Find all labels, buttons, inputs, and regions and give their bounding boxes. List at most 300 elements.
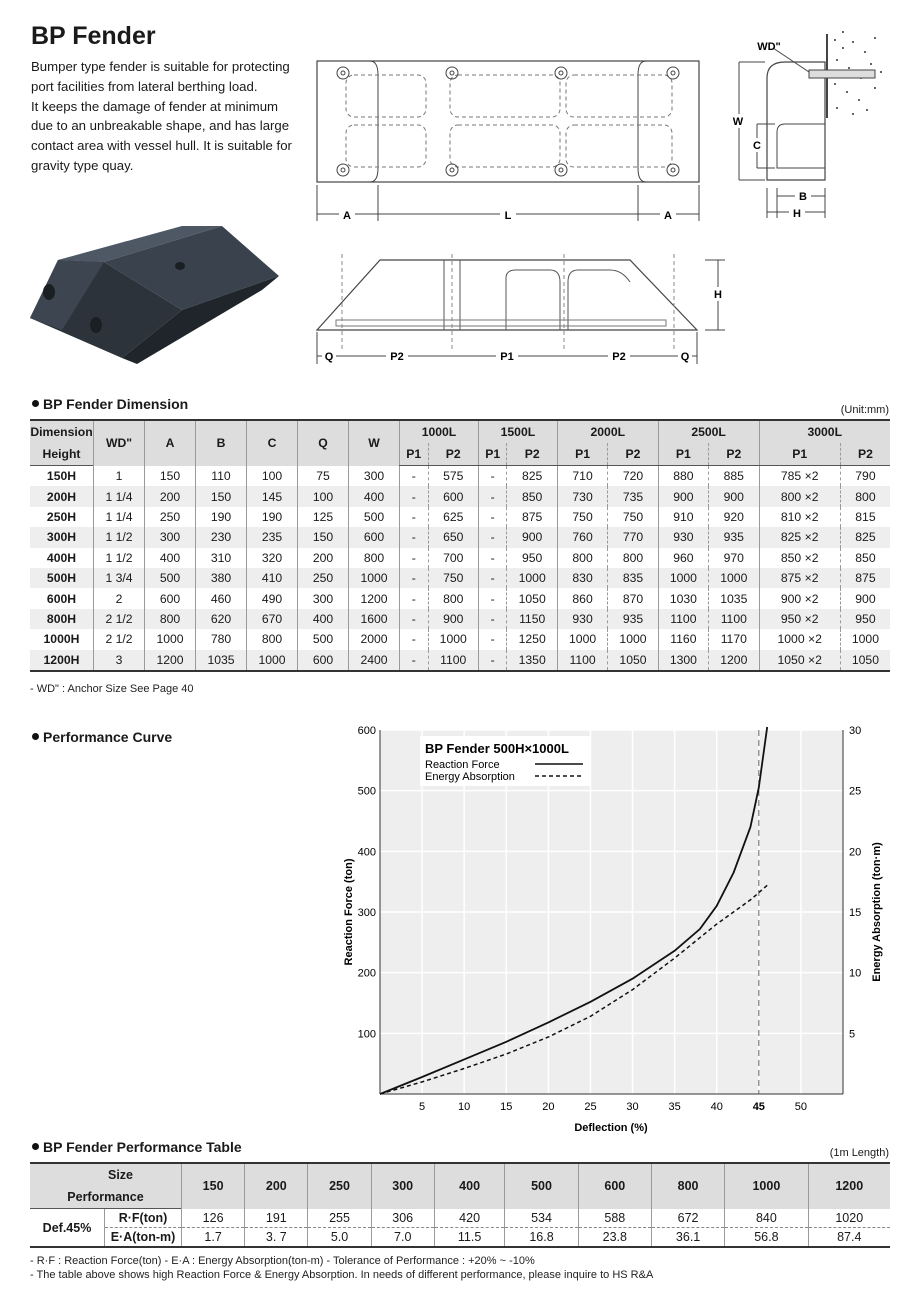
dim-label-p2-right: P2 xyxy=(612,351,626,363)
dimension-row xyxy=(30,588,890,608)
dimension-cell: 800 xyxy=(840,486,890,506)
dimension-cell: 750 xyxy=(608,507,658,527)
dimension-cell: 2000 xyxy=(349,629,400,649)
head-height: Height xyxy=(30,443,94,466)
head-c: C xyxy=(247,420,298,466)
dim-label-w: W xyxy=(732,116,744,128)
dimension-cell: 1050 xyxy=(840,650,890,671)
performance-note-1: - R·F : Reaction Force(ton) - E·A : Energy Absorption(ton-m) - Tolerance of Performance : +20% ~ -10% xyxy=(30,1255,535,1267)
dimension-cell: 250 xyxy=(298,568,349,588)
dimension-cell: 1050 ×2 xyxy=(759,650,840,671)
dim-label-h-front: H xyxy=(714,289,722,301)
dimension-cell: 600 xyxy=(145,588,196,608)
dimension-cell: 400 xyxy=(349,486,400,506)
dimension-cell: 1200 xyxy=(145,650,196,671)
performance-section-title-text: BP Fender Performance Table xyxy=(43,1139,242,1155)
head-size: Size xyxy=(30,1163,182,1186)
dimension-cell: 1600 xyxy=(349,609,400,629)
y2-tick-label: 20 xyxy=(849,846,862,859)
row-height: 1200H xyxy=(30,650,94,671)
y2-tick-label: 15 xyxy=(849,907,862,919)
row-height: 200H xyxy=(30,486,94,506)
rf-value: 126 xyxy=(182,1209,245,1228)
head-p2: P2 xyxy=(428,443,478,466)
dimension-cell: 800 xyxy=(428,588,478,608)
dimension-cell: 900 xyxy=(428,609,478,629)
size-300: 300 xyxy=(371,1163,434,1209)
dimension-cell: 1 1/2 xyxy=(94,548,145,568)
rf-value: 840 xyxy=(725,1209,808,1228)
dimension-cell: 950 xyxy=(840,609,890,629)
dimension-cell: 1 1/4 xyxy=(94,486,145,506)
dimension-cell: 600 xyxy=(298,650,349,671)
dimension-cell: 490 xyxy=(247,588,298,608)
dimension-cell: 810 ×2 xyxy=(759,507,840,527)
head-p1: P1 xyxy=(400,443,429,466)
x-tick-label: 35 xyxy=(668,1101,681,1113)
dimension-cell: 310 xyxy=(196,548,247,568)
dimension-cell: 860 xyxy=(557,588,607,608)
ea-value: 5.0 xyxy=(308,1228,371,1248)
size-800: 800 xyxy=(651,1163,724,1209)
ea-value: 3. 7 xyxy=(245,1228,308,1248)
dimension-cell: 1030 xyxy=(658,588,708,608)
dimension-cell: 1350 xyxy=(507,650,557,671)
dimension-cell: 1050 xyxy=(507,588,557,608)
dimension-cell: 1000 xyxy=(428,629,478,649)
dimension-cell: 785 ×2 xyxy=(759,466,840,487)
y-tick-label: 500 xyxy=(357,785,376,798)
dimension-cell: 230 xyxy=(196,527,247,547)
head-1000l: 1000L xyxy=(400,420,479,443)
head-performance: Performance xyxy=(30,1186,182,1209)
dimension-cell: - xyxy=(478,486,507,506)
dimension-cell: 1100 xyxy=(658,609,708,629)
dimension-cell: - xyxy=(400,588,429,608)
fender-side-section-drawing xyxy=(725,28,897,228)
dimension-cell: - xyxy=(400,609,429,629)
dimension-cell: - xyxy=(478,527,507,547)
ea-value: 1.7 xyxy=(182,1228,245,1248)
ea-value: 36.1 xyxy=(651,1228,724,1248)
dim-label-l: L xyxy=(504,210,512,222)
dimension-cell: 920 xyxy=(709,507,759,527)
dimension-cell: 960 xyxy=(658,548,708,568)
dimension-cell: 150 xyxy=(298,527,349,547)
dimension-cell: 400 xyxy=(145,548,196,568)
dimension-cell: - xyxy=(478,507,507,527)
dimension-unit: (Unit:mm) xyxy=(840,404,889,416)
x-tick-label: 50 xyxy=(794,1101,808,1113)
dimension-cell: 815 xyxy=(840,507,890,527)
dimension-cell: 875 xyxy=(840,568,890,588)
x-tick-label: 40 xyxy=(710,1101,723,1113)
dimension-cell: 2400 xyxy=(349,650,400,671)
dimension-cell: - xyxy=(400,527,429,547)
dimension-cell: 1000 xyxy=(349,568,400,588)
dimension-cell: 730 xyxy=(557,486,607,506)
dimension-cell: 670 xyxy=(247,609,298,629)
x-tick-label: 20 xyxy=(542,1101,555,1113)
dimension-cell: - xyxy=(400,507,429,527)
ea-label: E·A(ton-m) xyxy=(105,1228,182,1248)
dimension-cell: 1100 xyxy=(428,650,478,671)
dimension-cell: 800 xyxy=(608,548,658,568)
performance-section-title xyxy=(32,1139,242,1155)
dimension-cell: - xyxy=(400,486,429,506)
dimension-cell: 750 xyxy=(557,507,607,527)
dimension-cell: 1000 xyxy=(507,568,557,588)
dimension-cell: 825 xyxy=(507,466,557,487)
dimension-cell: 145 xyxy=(247,486,298,506)
dimension-cell: 320 xyxy=(247,548,298,568)
dimension-cell: 250 xyxy=(145,507,196,527)
dimension-cell: 1150 xyxy=(507,609,557,629)
dimension-cell: 720 xyxy=(608,466,658,487)
dimension-cell: 500 xyxy=(349,507,400,527)
y-tick-label: 200 xyxy=(357,967,376,980)
dimension-cell: 930 xyxy=(557,609,607,629)
rf-value: 672 xyxy=(651,1209,724,1228)
size-150: 150 xyxy=(182,1163,245,1209)
dimension-cell: 1200 xyxy=(709,650,759,671)
ea-value: 87.4 xyxy=(808,1228,890,1248)
dim-label-q-right: Q xyxy=(680,351,690,363)
dimension-cell: 2 xyxy=(94,588,145,608)
row-height: 150H xyxy=(46,469,77,484)
dimension-cell: 900 xyxy=(840,588,890,608)
dimension-cell: 1000 xyxy=(709,568,759,588)
deflection-label: Def.45% xyxy=(30,1209,105,1248)
rf-value: 534 xyxy=(505,1209,578,1228)
dimension-cell: 850 xyxy=(840,548,890,568)
dimension-cell: 190 xyxy=(196,507,247,527)
performance-unit: (1m Length) xyxy=(829,1147,889,1159)
dimension-cell: 1 1/4 xyxy=(94,507,145,527)
dimension-cell: 875 xyxy=(507,507,557,527)
dimension-cell: - xyxy=(478,568,507,588)
rf-value: 191 xyxy=(245,1209,308,1228)
dimension-cell: 500 xyxy=(298,629,349,649)
dimension-row xyxy=(30,527,890,547)
dimension-cell: 1035 xyxy=(709,588,759,608)
dimension-row xyxy=(30,650,890,671)
dimension-cell: - xyxy=(478,609,507,629)
dimension-cell: 1 xyxy=(94,466,145,487)
dimension-cell: 575 xyxy=(428,466,478,487)
dimension-cell: 800 xyxy=(557,548,607,568)
dimension-cell: - xyxy=(400,548,429,568)
head-p1: P1 xyxy=(557,443,607,466)
y2-tick-label: 5 xyxy=(849,1028,856,1041)
dimension-section-title-text: BP Fender Dimension xyxy=(43,396,189,412)
head-p2: P2 xyxy=(608,443,658,466)
dimension-cell: 790 xyxy=(840,466,890,487)
dimension-cell: 2 1/2 xyxy=(94,629,145,649)
size-400: 400 xyxy=(434,1163,505,1209)
dimension-cell: 760 xyxy=(557,527,607,547)
dimension-cell: 825 xyxy=(840,527,890,547)
dimension-cell: 1000 xyxy=(608,629,658,649)
ea-value: 23.8 xyxy=(578,1228,651,1248)
dimension-cell: 1 3/4 xyxy=(94,568,145,588)
dimension-cell: 460 xyxy=(196,588,247,608)
dimension-row xyxy=(30,548,890,568)
intro-paragraph-2: It keeps the damage of fender at minimum due to an unbreakable shape, and has large contact area with vessel hull. It is suitable for gravity type quay. xyxy=(31,98,292,173)
dimension-cell: - xyxy=(478,466,507,487)
size-1000: 1000 xyxy=(725,1163,808,1209)
dimension-cell: 1000 xyxy=(557,629,607,649)
x-tick-label: 5 xyxy=(419,1101,426,1113)
dim-label-b: B xyxy=(799,191,807,203)
dimension-row xyxy=(30,466,890,487)
dimension-cell: 1160 xyxy=(658,629,708,649)
performance-note-2: - The table above shows high Reaction Force & Energy Absorption. In needs of different performance, please inquire to HS R&A xyxy=(30,1269,654,1281)
dimension-cell: 190 xyxy=(247,507,298,527)
row-height: 400H xyxy=(46,550,77,565)
row-height: 1000H xyxy=(43,632,80,647)
dimension-cell: 3 xyxy=(94,650,145,671)
dimension-cell: 125 xyxy=(298,507,349,527)
dimension-cell: 100 xyxy=(247,466,298,487)
ea-value: 16.8 xyxy=(505,1228,578,1248)
dimension-cell: 800 xyxy=(349,548,400,568)
dimension-cell: 400 xyxy=(298,609,349,629)
dimension-cell: 735 xyxy=(608,486,658,506)
dimension-cell: - xyxy=(400,629,429,649)
curve-section-title xyxy=(32,729,172,745)
dimension-cell: 935 xyxy=(709,527,759,547)
x-tick-label: 45 xyxy=(752,1101,765,1113)
dimension-cell: 930 xyxy=(658,527,708,547)
dimension-cell: 300 xyxy=(349,466,400,487)
dimension-cell: 800 xyxy=(145,609,196,629)
head-wd: WD" xyxy=(94,420,145,466)
x-tick-label: 15 xyxy=(500,1101,513,1113)
head-dimension: Dimension xyxy=(30,420,94,443)
rf-value: 420 xyxy=(434,1209,505,1228)
dimension-cell: 1000 ×2 xyxy=(759,629,840,649)
dim-label-a-right: A xyxy=(664,210,672,222)
dimension-cell: 1200 xyxy=(349,588,400,608)
dimension-cell: 1035 xyxy=(196,650,247,671)
dimension-cell: 700 xyxy=(428,548,478,568)
head-p2: P2 xyxy=(840,443,890,466)
dimension-cell: 830 xyxy=(557,568,607,588)
head-p1: P1 xyxy=(759,443,840,466)
dimension-cell: 875 ×2 xyxy=(759,568,840,588)
dimension-cell: 850 xyxy=(507,486,557,506)
dimension-cell: 1000 xyxy=(145,629,196,649)
performance-table xyxy=(30,1162,890,1248)
head-q: Q xyxy=(298,420,349,466)
dim-label-c: C xyxy=(753,140,761,152)
dimension-cell: 950 ×2 xyxy=(759,609,840,629)
ea-value: 11.5 xyxy=(434,1228,505,1248)
rf-label: R·F(ton) xyxy=(105,1209,182,1228)
head-p2: P2 xyxy=(709,443,759,466)
dimension-cell: 1100 xyxy=(557,650,607,671)
head-3000l: 3000L xyxy=(759,420,890,443)
dimension-cell: 850 ×2 xyxy=(759,548,840,568)
head-1500l: 1500L xyxy=(478,420,557,443)
dimension-cell: 100 xyxy=(298,486,349,506)
curve-section-title-text: Performance Curve xyxy=(43,729,173,745)
x-tick-label: 25 xyxy=(584,1101,597,1113)
dimension-cell: 1 1/2 xyxy=(94,527,145,547)
dimension-cell: 1170 xyxy=(709,629,759,649)
x-tick-label: 10 xyxy=(458,1101,471,1113)
y-tick-label: 400 xyxy=(357,846,376,859)
dimension-cell: 1300 xyxy=(658,650,708,671)
legend-reaction-force: Reaction Force xyxy=(425,759,500,771)
head-p2: P2 xyxy=(507,443,557,466)
intro-text xyxy=(31,57,296,176)
dimension-cell: 935 xyxy=(608,609,658,629)
y-tick-label: 300 xyxy=(357,907,376,919)
page-title: BP Fender xyxy=(31,22,156,50)
dimension-cell: 900 xyxy=(507,527,557,547)
dimension-cell: 200 xyxy=(298,548,349,568)
y-tick-label: 100 xyxy=(357,1028,376,1041)
dimension-cell: 1050 xyxy=(608,650,658,671)
dimension-cell: 600 xyxy=(428,486,478,506)
dimension-footnote: - WD" : Anchor Size See Page 40 xyxy=(30,683,194,695)
head-p1: P1 xyxy=(658,443,708,466)
fender-product-image xyxy=(22,218,284,368)
size-250: 250 xyxy=(308,1163,371,1209)
dimension-cell: 900 xyxy=(709,486,759,506)
intro-paragraph-1: Bumper type fender is suitable for protecting port facilities from lateral berthing load. xyxy=(31,59,290,94)
ea-value: 56.8 xyxy=(725,1228,808,1248)
dimension-cell: 600 xyxy=(349,527,400,547)
dimension-cell: 750 xyxy=(428,568,478,588)
dimension-cell: 75 xyxy=(298,466,349,487)
dimension-cell: 410 xyxy=(247,568,298,588)
y2-tick-label: 25 xyxy=(849,785,862,798)
dimension-cell: 1000 xyxy=(247,650,298,671)
dimension-cell: 2 1/2 xyxy=(94,609,145,629)
dim-label-wd: WD" xyxy=(757,41,781,53)
x-axis-label: Deflection (%) xyxy=(574,1122,648,1134)
dimension-cell: 950 xyxy=(507,548,557,568)
dimension-cell: 110 xyxy=(196,466,247,487)
x-tick-label: 30 xyxy=(626,1101,639,1113)
row-height: 300H xyxy=(30,527,94,547)
row-height: 600H xyxy=(46,591,77,606)
dimension-cell: 200 xyxy=(145,486,196,506)
rf-value: 1020 xyxy=(808,1209,890,1228)
performance-curve-chart xyxy=(330,722,895,1140)
dimension-cell: - xyxy=(478,629,507,649)
head-2000l: 2000L xyxy=(557,420,658,443)
dimension-cell: 625 xyxy=(428,507,478,527)
dimension-cell: - xyxy=(400,650,429,671)
dimension-table xyxy=(30,419,890,672)
dimension-cell: - xyxy=(478,588,507,608)
dimension-cell: 300 xyxy=(298,588,349,608)
head-2500l: 2500L xyxy=(658,420,759,443)
dimension-row xyxy=(30,629,890,649)
size-600: 600 xyxy=(578,1163,651,1209)
dimension-cell: 1100 xyxy=(709,609,759,629)
dimension-cell: 710 xyxy=(557,466,607,487)
dimension-row xyxy=(30,568,890,588)
y2-tick-label: 10 xyxy=(849,967,862,980)
dimension-cell: 380 xyxy=(196,568,247,588)
dim-label-a-left: A xyxy=(343,210,351,222)
rf-value: 588 xyxy=(578,1209,651,1228)
dimension-cell: - xyxy=(478,650,507,671)
dim-label-p1: P1 xyxy=(500,351,514,363)
rf-value: 255 xyxy=(308,1209,371,1228)
dimension-section-title xyxy=(32,396,188,412)
row-height: 250H xyxy=(46,509,77,524)
dimension-row xyxy=(30,507,890,527)
dimension-cell: 1250 xyxy=(507,629,557,649)
dimension-cell: 835 xyxy=(608,568,658,588)
dimension-cell: 910 xyxy=(658,507,708,527)
dimension-cell: 900 ×2 xyxy=(759,588,840,608)
dimension-row xyxy=(30,609,890,629)
rf-value: 306 xyxy=(371,1209,434,1228)
fender-front-view-drawing xyxy=(310,252,735,370)
head-w: W xyxy=(349,420,400,466)
y-axis-label: Reaction Force (ton) xyxy=(343,858,355,966)
dim-label-h-side: H xyxy=(793,208,801,220)
dimension-cell: 825 ×2 xyxy=(759,527,840,547)
dim-label-p2-left: P2 xyxy=(390,351,404,363)
dimension-cell: 900 xyxy=(658,486,708,506)
dimension-cell: 500 xyxy=(145,568,196,588)
size-200: 200 xyxy=(245,1163,308,1209)
dimension-cell: 880 xyxy=(658,466,708,487)
head-a: A xyxy=(145,420,196,466)
dim-label-q-left: Q xyxy=(324,351,334,363)
dimension-cell: 780 xyxy=(196,629,247,649)
y2-axis-label: Energy Absorption (ton·m) xyxy=(871,842,883,982)
size-500: 500 xyxy=(505,1163,578,1209)
dimension-cell: - xyxy=(478,548,507,568)
chart-title: BP Fender 500H×1000L xyxy=(425,741,569,756)
fender-top-view-drawing xyxy=(310,55,710,225)
dimension-cell: 235 xyxy=(247,527,298,547)
row-height: 500H xyxy=(30,568,94,588)
dimension-cell: 870 xyxy=(608,588,658,608)
dimension-row xyxy=(30,486,890,506)
dimension-cell: 300 xyxy=(145,527,196,547)
dimension-cell: 970 xyxy=(709,548,759,568)
y-tick-label: 600 xyxy=(357,725,376,737)
dimension-cell: 770 xyxy=(608,527,658,547)
legend-energy-absorption: Energy Absorption xyxy=(425,771,515,783)
head-b: B xyxy=(196,420,247,466)
head-p1: P1 xyxy=(478,443,507,466)
dimension-cell: - xyxy=(400,466,429,487)
row-height: 800H xyxy=(30,609,94,629)
dimension-cell: 620 xyxy=(196,609,247,629)
dimension-cell: 1000 xyxy=(840,629,890,649)
dimension-cell: 150 xyxy=(145,466,196,487)
dimension-cell: - xyxy=(400,568,429,588)
dimension-cell: 150 xyxy=(196,486,247,506)
dimension-cell: 650 xyxy=(428,527,478,547)
dimension-cell: 1000 xyxy=(658,568,708,588)
size-1200: 1200 xyxy=(808,1163,890,1209)
y2-tick-label: 30 xyxy=(849,725,862,737)
dimension-cell: 885 xyxy=(709,466,759,487)
dimension-cell: 800 ×2 xyxy=(759,486,840,506)
